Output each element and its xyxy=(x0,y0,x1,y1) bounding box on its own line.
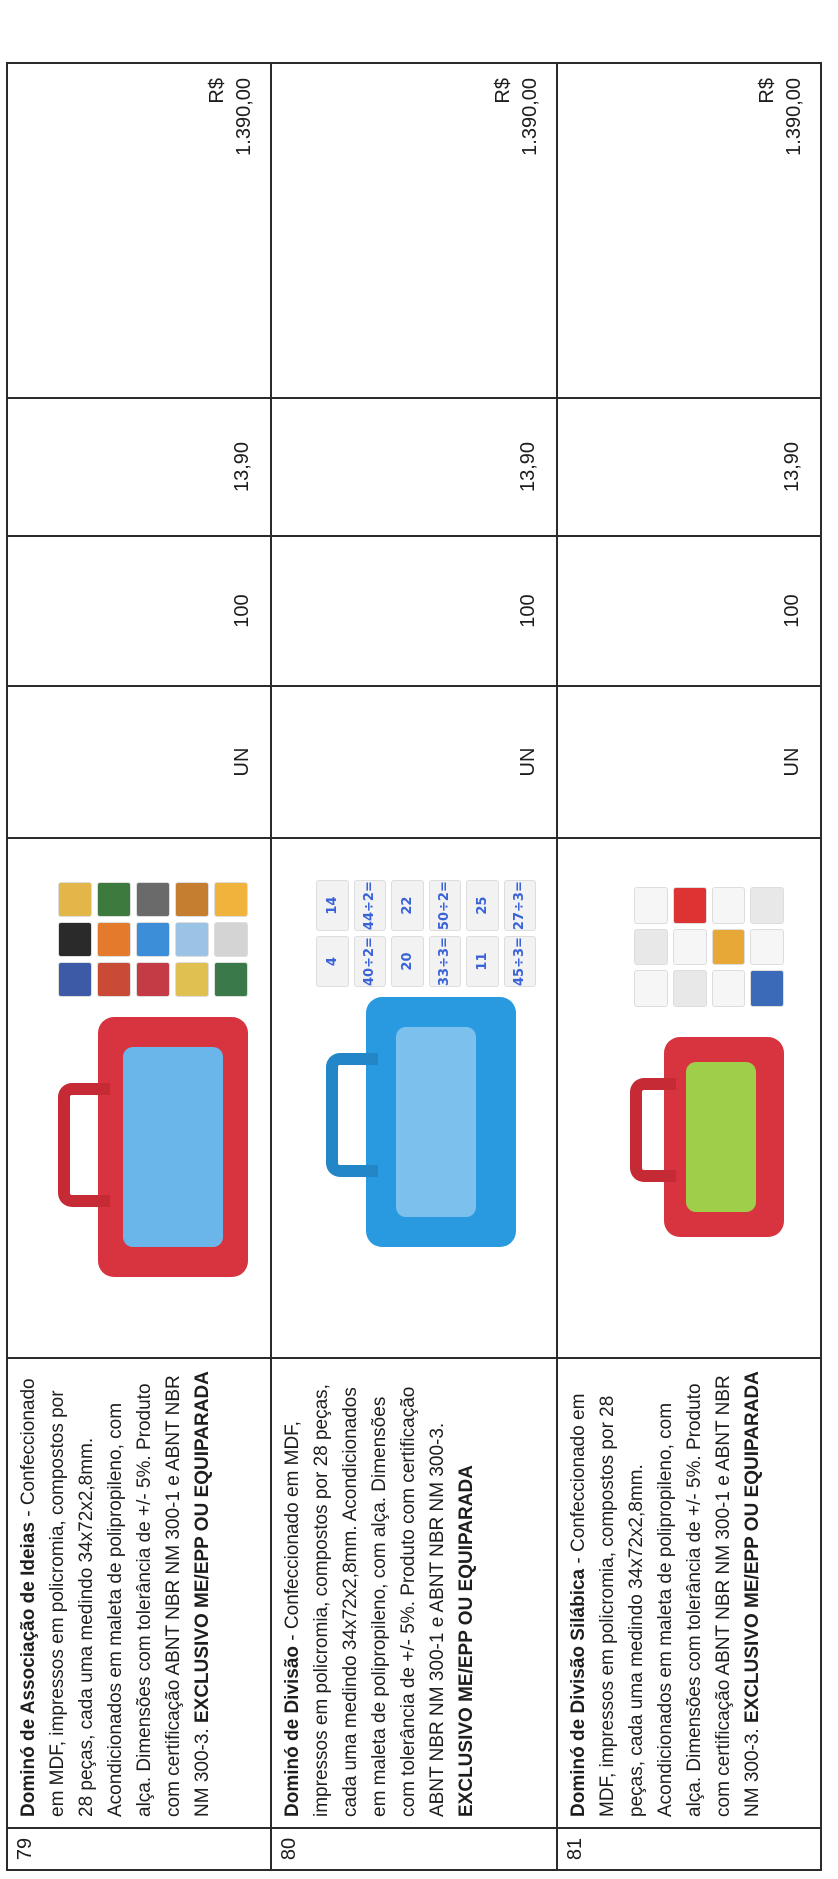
tile-label: 33÷3= xyxy=(429,936,462,987)
tile-label: 45÷3= xyxy=(504,936,537,987)
unit-of-measure: UN xyxy=(7,686,271,838)
item-number: 80 xyxy=(271,1828,557,1870)
product-image-cell xyxy=(557,838,821,1358)
unit-price: 13,90 xyxy=(271,398,557,536)
quantity: 100 xyxy=(557,536,821,686)
tile-label: 25 xyxy=(466,880,499,931)
item-number: 79 xyxy=(7,1828,271,1870)
case-label xyxy=(123,1047,223,1247)
currency-symbol: R$ xyxy=(492,78,514,104)
unit-of-measure: UN xyxy=(557,686,821,838)
tile-label: 20 xyxy=(391,936,424,987)
product-photo-divisao xyxy=(286,877,546,1277)
domino-tiles xyxy=(316,881,536,987)
table-row xyxy=(557,63,821,1870)
item-body: - Confeccionado em MDF, impressos em policromia, compostos por 28 peças, cada uma medindo 34x72x2,8mm. Acondicionados em maleta de polipropileno, com alça. Dimensões com tolerância de +/- 5%. Produto com certificação ABNT NBR NM 300-1 e ABNT NBR NM 300-3. xyxy=(568,1375,763,1817)
total-price xyxy=(7,63,271,398)
tile-label: 44÷2= xyxy=(354,880,387,931)
exclusive-note: EXCLUSIVO ME/EPP OU EQUIPARADA xyxy=(742,1371,763,1724)
unit-price: 13,90 xyxy=(557,398,821,536)
total-price xyxy=(557,63,821,398)
tile-label: 27÷3= xyxy=(504,880,537,931)
case-handle xyxy=(326,1053,378,1177)
currency-symbol: R$ xyxy=(756,78,778,104)
tile-label: 50÷2= xyxy=(429,880,462,931)
price-table xyxy=(6,62,822,1871)
item-body: - Confeccionado em MDF, impressos em policromia, compostos por 28 peças, cada uma medindo 34x72x2,8mm. Acondicionados em maleta de polipropileno, com alça. Dimensões com tolerância de +/- 5%. Produto com certificação ABNT NBR NM 300-1 e ABNT NBR NM 300-3. xyxy=(18,1375,213,1817)
unit-of-measure: UN xyxy=(271,686,557,838)
case-handle xyxy=(58,1083,110,1207)
item-title: Dominó de Associação de Ideias xyxy=(18,1522,39,1817)
item-description xyxy=(557,1358,821,1828)
product-photo-associacao-ideias xyxy=(18,877,258,1297)
total-value: 1.390,00 xyxy=(233,78,255,156)
currency-symbol: R$ xyxy=(206,78,228,104)
quantity: 100 xyxy=(7,536,271,686)
item-number: 81 xyxy=(557,1828,821,1870)
table-row xyxy=(271,63,557,1870)
total-value: 1.390,00 xyxy=(783,78,805,156)
item-body: - Confeccionado em MDF, impressos em policromia, compostos por 28 peças, cada uma medindo 34x72x2,8mm. Acondicionados em maleta de polipropileno, com alça. Dimensões com tolerância de +/- 5%. Produto com certificação ABNT NBR NM 300-1 e ABNT NBR NM 300-3. xyxy=(282,1384,448,1817)
case-label xyxy=(686,1062,756,1212)
domino-tiles xyxy=(58,882,248,997)
total-price xyxy=(271,63,557,398)
case-label xyxy=(396,1027,476,1217)
tile-label: 22 xyxy=(391,880,424,931)
tile-label: 4 xyxy=(316,936,349,987)
tile-label: 40÷2= xyxy=(354,936,387,987)
total-value: 1.390,00 xyxy=(519,78,541,156)
tile-label: 14 xyxy=(316,880,349,931)
quantity: 100 xyxy=(271,536,557,686)
case-handle xyxy=(630,1078,676,1182)
product-photo-divisao-silabica xyxy=(574,877,804,1297)
table-row xyxy=(7,63,271,1870)
red-case xyxy=(664,1037,784,1237)
unit-price: 13,90 xyxy=(7,398,271,536)
tile-label: 11 xyxy=(466,936,499,987)
red-case xyxy=(98,1017,248,1277)
product-image-cell xyxy=(7,838,271,1358)
exclusive-note: EXCLUSIVO ME/EPP OU EQUIPARADA xyxy=(456,1465,477,1817)
item-title: Dominó de Divisão xyxy=(282,1645,303,1817)
product-image-cell xyxy=(271,838,557,1358)
item-title: Dominó de Divisão Silábica xyxy=(568,1568,589,1817)
item-description xyxy=(271,1358,557,1828)
blue-case xyxy=(366,997,516,1247)
exclusive-note: EXCLUSIVO ME/EPP OU EQUIPARADA xyxy=(192,1371,213,1724)
domino-tiles xyxy=(634,887,784,1007)
item-description xyxy=(7,1358,271,1828)
